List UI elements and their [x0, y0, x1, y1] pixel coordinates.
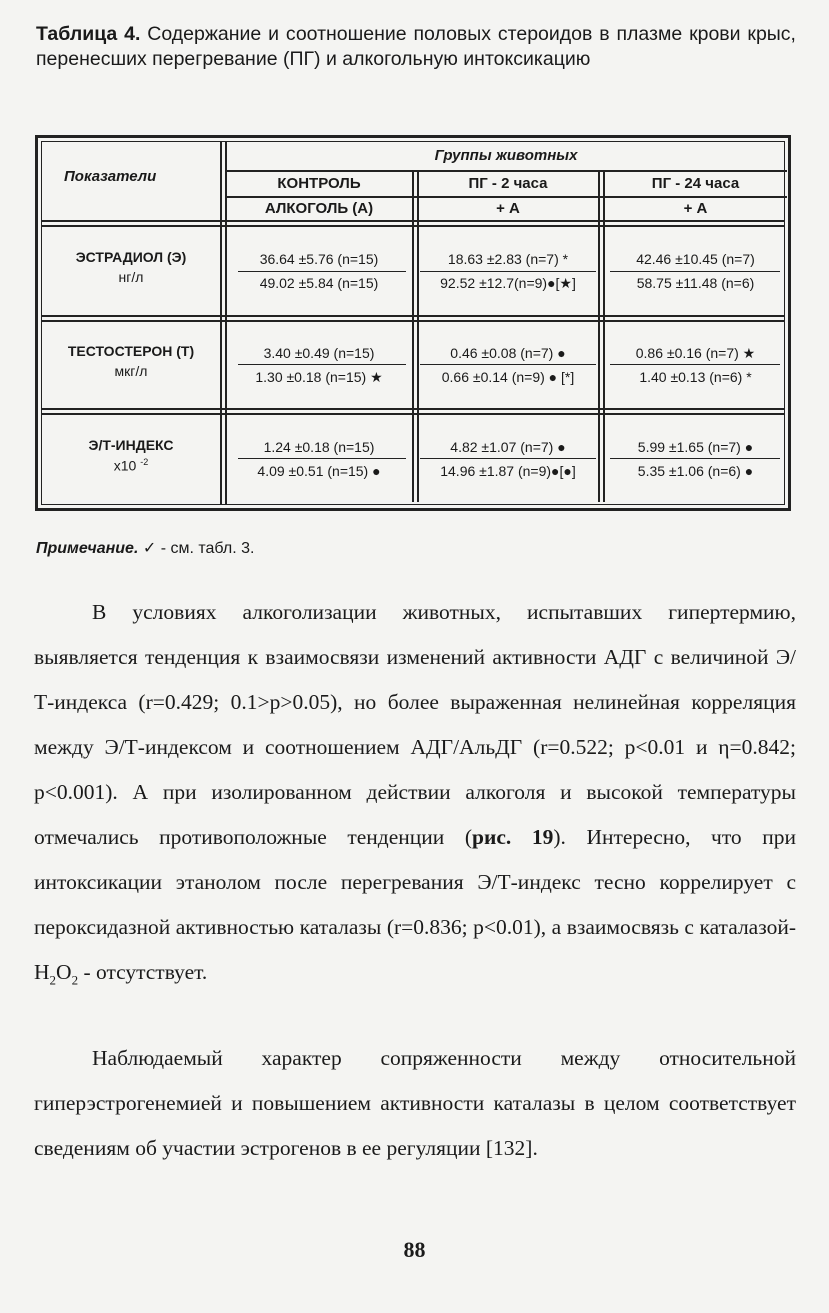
cell-e-pg24: 42.46 ±10.45 (n=7) — [636, 251, 755, 267]
cell-t-pg2-alcohol: 0.66 ±0.14 (n=9) ● [*] — [441, 369, 575, 385]
cell-et-alcohol: 4.09 ±0.51 (n=15) ● — [257, 463, 381, 479]
col-pg24-label: ПГ - 24 часа — [651, 175, 740, 192]
cell-et-pg2: 4.82 ±1.07 (n=7) ● — [450, 439, 566, 455]
caption-text: Содержание и соотношение половых стероидов в плазме крови крыс, перенесших перегревание (ПГ) и алкогольную интоксикацию — [36, 23, 796, 70]
col-pg2-alcohol-label: + А — [496, 200, 520, 217]
cell-et-control: 1.24 ±0.18 (n=15) — [263, 439, 375, 455]
cell-t-control: 3.40 ±0.49 (n=15) — [263, 345, 375, 361]
table-caption — [36, 22, 796, 72]
row-testosterone-unit: мкг/л — [114, 363, 148, 379]
cell-e-pg2-alcohol: 92.52 ±12.7(n=9)●[★] — [440, 275, 576, 291]
note-text: ✓ - см. табл. 3. — [138, 540, 255, 557]
cell-e-pg24-alcohol: 58.75 ±11.48 (n=6) — [636, 275, 755, 291]
h2-subscript: 2 — [49, 972, 57, 988]
row-estradiol-unit: нг/л — [118, 269, 144, 285]
data-table-inner — [41, 141, 785, 505]
data-table — [35, 135, 791, 511]
row-estradiol-name: ЭСТРАДИОЛ (Э) — [75, 249, 187, 265]
cell-et-pg24-alcohol: 5.35 ±1.06 (n=6) ● — [637, 463, 754, 479]
paragraph-1-part-3: - отсутствует. — [78, 960, 208, 984]
paragraph-1 — [34, 590, 796, 1002]
o-letter: O — [56, 960, 72, 984]
paragraph-1-part-2: ). Интересно, что при интоксикации этанолом после перегревания Э/Т-индекс тесно коррелирует с пероксидазной активностью каталазы (r=0.836; p<0.01), а взаимосвязь с каталазой-H — [34, 825, 797, 984]
cell-t-alcohol: 1.30 ±0.18 (n=15) ★ — [255, 369, 383, 385]
indicator-header: Показатели — [64, 168, 157, 185]
cell-e-pg2: 18.63 ±2.83 (n=7) * — [447, 251, 569, 267]
page-number: 88 — [403, 1237, 426, 1262]
col-alcohol-label: АЛКОГОЛЬ (А) — [264, 200, 374, 217]
note-label: Примечание. — [36, 540, 139, 557]
groups-header: Группы животных — [434, 147, 578, 164]
cell-et-pg2-alcohol: 14.96 ±1.87 (n=9)●[●] — [440, 463, 576, 479]
cell-t-pg2: 0.46 ±0.08 (n=7) ● — [450, 345, 566, 361]
cell-et-pg24: 5.99 ±1.65 (n=7) ● — [637, 439, 754, 455]
cell-e-alcohol: 49.02 ±5.84 (n=15) — [259, 275, 379, 291]
o2-subscript: 2 — [71, 972, 79, 988]
col-pg24-alcohol-label: + А — [683, 200, 708, 217]
row-testosterone-name: ТЕСТОСТЕРОН (Т) — [67, 343, 195, 359]
col-pg2-label: ПГ - 2 часа — [468, 175, 548, 192]
row-et-index-unit — [42, 457, 220, 474]
table-note — [36, 538, 254, 558]
et-unit-base: x10 — [113, 457, 137, 474]
caption-label: Таблица 4. — [36, 23, 141, 45]
paragraph-1-part-1: В условиях алкоголизации животных, испытавших гипертермию, выявляется тенденция к взаимосвязи изменений активности АДГ с величиной Э/Т-индекса (r=0.429; 0.1>p>0.05), но более выраженная нелинейная корреляция между Э/Т-индексом и соотношением АДГ/АльДГ (r=0.522; p<0.01 и η=0.842; p<0.001). А при изолированном действии алкоголя и высокой температуры отмечались противоположные тенденции ( — [34, 600, 796, 849]
cell-t-pg24-alcohol: 1.40 ±0.13 (n=6) * — [639, 369, 752, 385]
et-unit-exponent: -2 — [140, 457, 149, 467]
cell-t-pg24: 0.86 ±0.16 (n=7) ★ — [635, 345, 756, 361]
paragraph-2: Наблюдаемый характер сопряженности между относительной гиперэстрогенемией и повышением активности каталазы в целом соответствует сведениям об участии эстрогенов в ее регуляции [132]. — [34, 1046, 796, 1160]
figure-reference: рис. 19 — [472, 825, 554, 849]
cell-e-control: 36.64 ±5.76 (n=15) — [259, 251, 379, 267]
row-et-index-name: Э/Т-ИНДЕКС — [88, 437, 174, 453]
col-control-label: КОНТРОЛЬ — [277, 175, 361, 192]
